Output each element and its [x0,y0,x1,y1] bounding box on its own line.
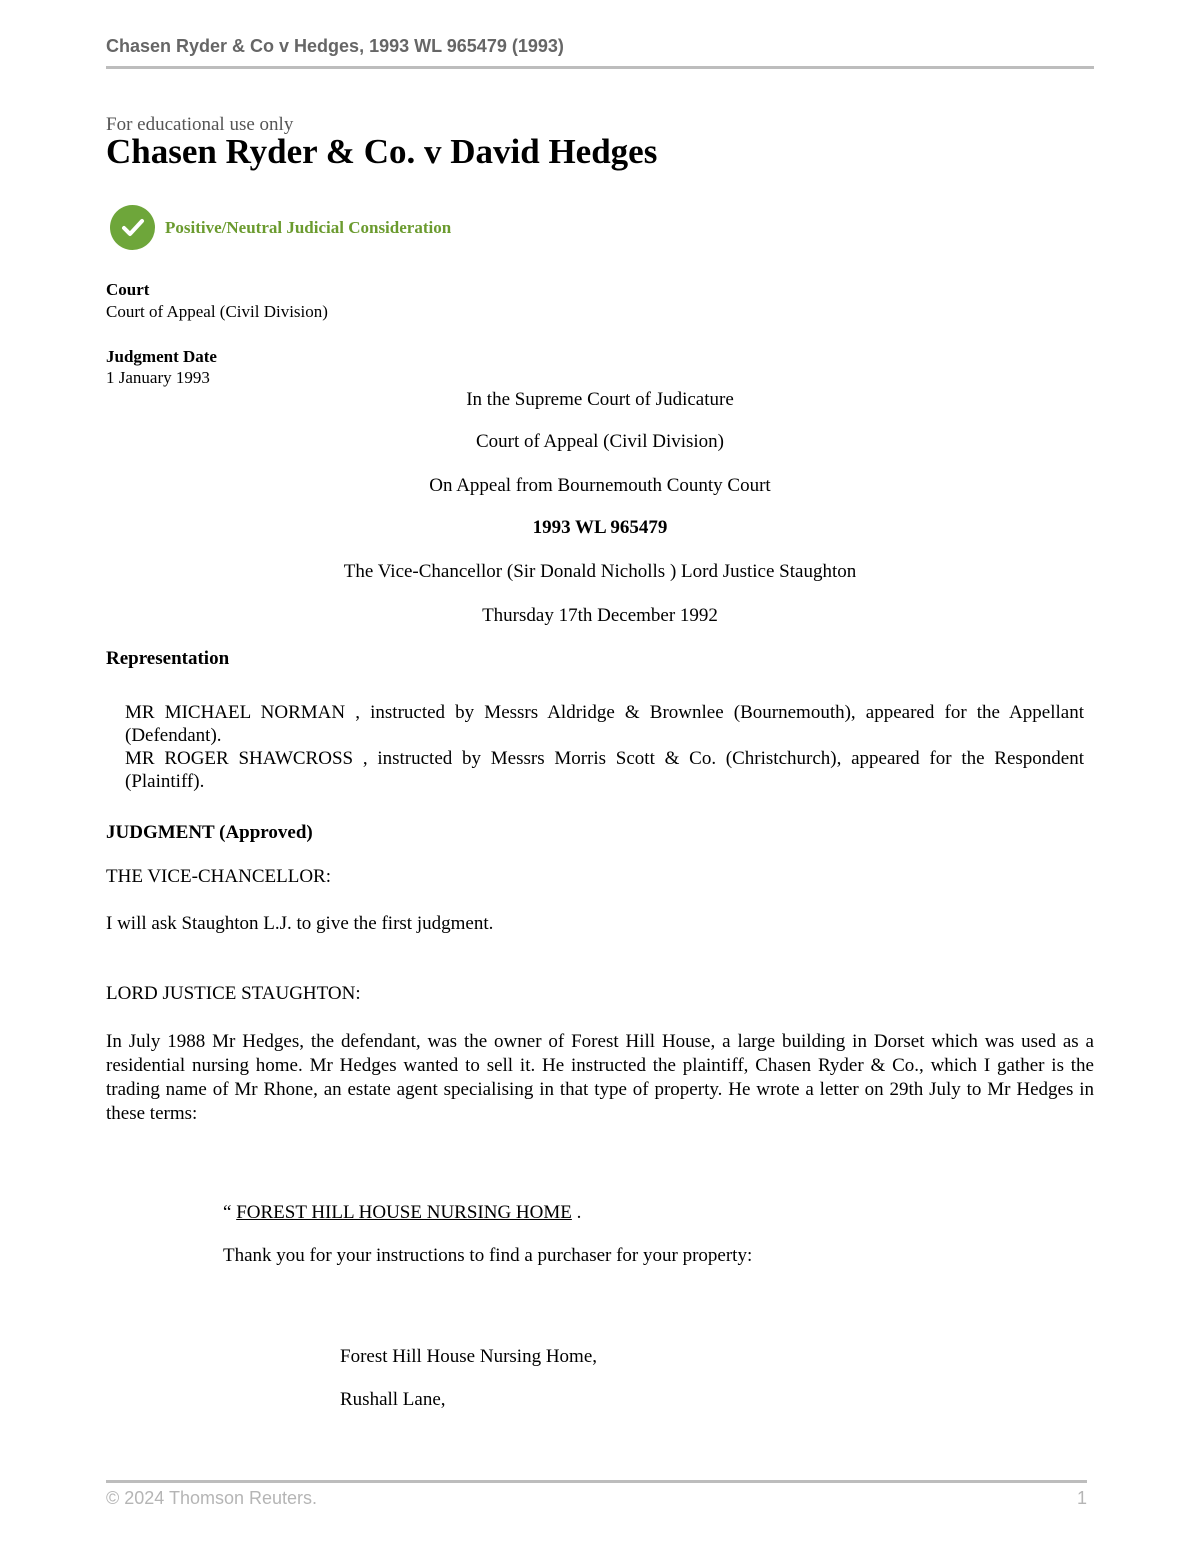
letter-heading-property: FOREST HILL HOUSE NURSING HOME [236,1202,572,1223]
court-value: Court of Appeal (Civil Division) [106,302,328,321]
judges-line: The Vice-Chancellor (Sir Donald Nicholls ) Lord Justice Staughton [343,561,857,582]
educational-use-note: For educational use only [106,114,294,135]
badge-label: Positive/Neutral Judicial Consideration [165,217,452,237]
judgment-date-label: Judgment Date [106,347,217,366]
header-title: Chasen Ryder & Co v Hedges, 1993 WL 965479 (1993) [106,36,564,56]
page-number: 1 [1076,1488,1087,1508]
hearing-date-line: Thursday 17th December 1992 [482,605,718,626]
page-header [106,36,1094,57]
judgment-date-value: 1 January 1993 [106,368,210,387]
footer-divider [106,1480,1087,1483]
staughton-label: LORD JUSTICE STAUGHTON: [106,983,361,1004]
letter-heading-end: . [571,1202,582,1223]
open-quote: “ [223,1202,237,1223]
judgment-paragraph: In July 1988 Mr Hedges, the defendant, was the owner of Forest Hill House, a large building in Dorset which was used as a residential nursing home. Mr Hedges wanted to sell it. He instructed the plaintiff, Chasen Ryder & Co., which I gather is the trading name of Mr Rhone, an estate agent specialising in that type of property. He wrote a letter on 29th July to Mr Hedges in these terms: [106,1031,1094,1124]
case-title: Chasen Ryder & Co. v David Hedges [106,132,658,171]
representation-appellant: MR MICHAEL NORMAN , instructed by Messrs Aldridge & Brownlee (Bournemouth), appeared for the Appellant (Defendant). [125,702,1084,746]
letter-body: Thank you for your instructions to find a purchaser for your property: [223,1245,753,1266]
court-heading-line: In the Supreme Court of Judicature [466,389,734,410]
vice-chancellor-text: I will ask Staughton L.J. to give the first judgment. [106,913,494,934]
address-line-1: Forest Hill House Nursing Home, [340,1346,598,1367]
representation-heading: Representation [106,648,230,669]
judgment-heading: JUDGMENT (Approved) [106,822,313,843]
header-divider [106,66,1094,69]
court-division-line: Court of Appeal (Civil Division) [475,431,725,452]
appeal-origin-line: On Appeal from Bournemouth County Court [429,475,771,496]
address-line-2: Rushall Lane, [340,1389,446,1410]
check-icon [110,205,155,250]
citation-line: 1993 WL 965479 [532,517,668,538]
letter-heading [223,1202,581,1224]
representation-respondent: MR ROGER SHAWCROSS , instructed by Messrs Morris Scott & Co. (Christchurch), appeared for the Respondent (Plaintiff). [125,748,1084,792]
judicial-consideration-badge[interactable] [110,205,451,250]
vice-chancellor-label: THE VICE-CHANCELLOR: [106,866,331,887]
court-label: Court [106,280,150,299]
footer-copyright: © 2024 Thomson Reuters. [106,1488,318,1508]
